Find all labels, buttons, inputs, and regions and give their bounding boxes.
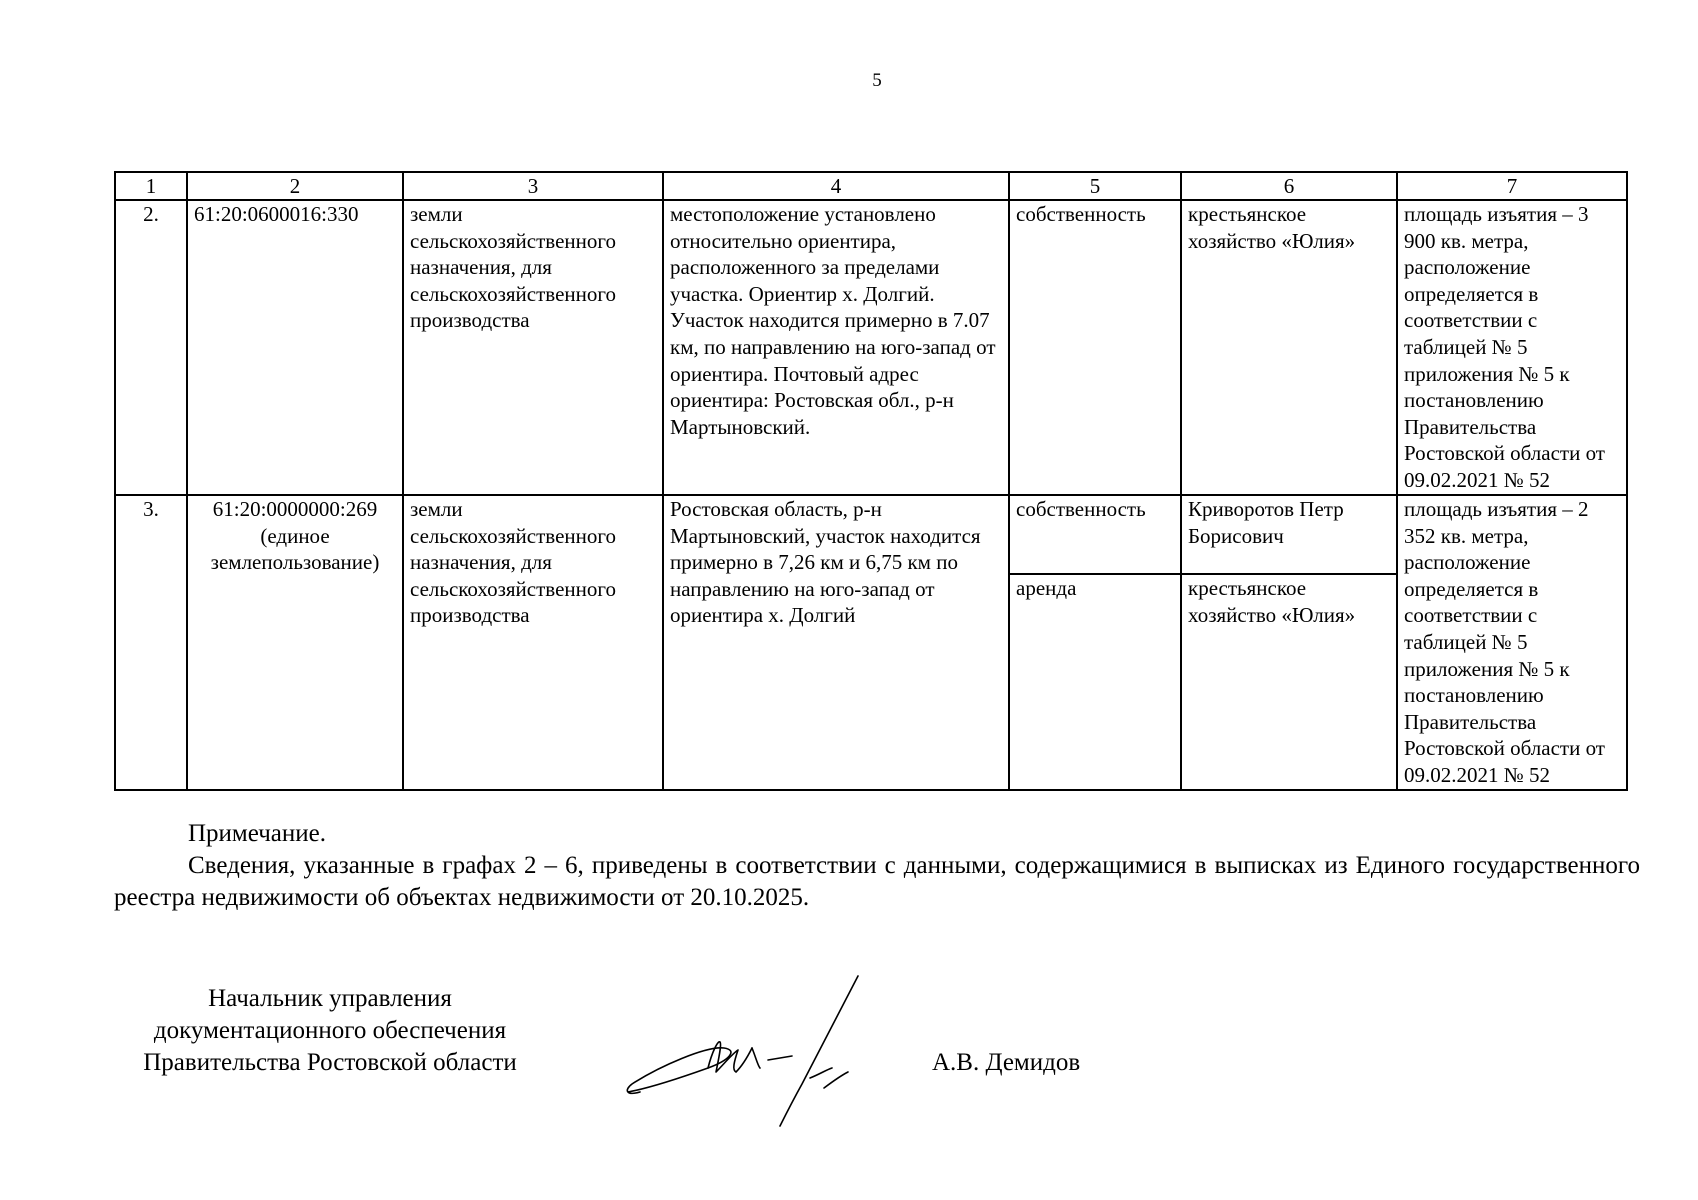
row-number: 2.: [115, 200, 187, 495]
right-type: собственность: [1009, 200, 1181, 495]
row-number: 3.: [115, 495, 187, 790]
land-category: земли сельскохозяйственного назначения, для сельскохозяйственного производства: [403, 200, 663, 495]
column-header: 2: [187, 172, 403, 200]
land-category: земли сельскохозяйственного назначения, для сельскохозяйственного производства: [403, 495, 663, 790]
column-header: 6: [1181, 172, 1397, 200]
column-header: 4: [663, 172, 1009, 200]
table-header-row: [115, 172, 1627, 200]
remark-title: Примечание.: [188, 820, 327, 847]
signer-position: Начальник управления документационного обеспечения Правительства Ростовской области: [143, 985, 517, 1076]
withdrawal-note: площадь изъятия – 3 900 кв. метра, расположение определяется в соответствии с таблицей № 5 приложения № 5 к постановлению Правительства Ростовской области от 09.02.2021 № 52: [1397, 200, 1627, 495]
land-location: Ростовская область, р-н Мартыновский, участок находится примерно в 7,26 км и 6,75 км по направлению на юго-запад от ориентира х. Долгий: [663, 495, 1009, 790]
right-holder: крестьянское хозяйство «Юлия»: [1181, 574, 1397, 789]
right-holder: крестьянское хозяйство «Юлия»: [1181, 200, 1397, 495]
column-header: 3: [403, 172, 663, 200]
column-header: 7: [1397, 172, 1627, 200]
land-location: местоположение установлено относительно ориентира, расположенного за пределами участка. Ориентир х. Долгий. Участок находится примерно в 7.07 км, по направлению на юго-запад от ориентира. Почтовый адрес ориентира: Ростовская обл., р-н Мартыновский.: [663, 200, 1009, 495]
remark-text: Сведения, указанные в графах 2 – 6, приведены в соответствии с данными, содержащимися в выписках из Единого государственного реестра недвижимости об объектах недвижимости от 20.10.2025.: [114, 852, 1640, 911]
handwritten-signature: [620, 970, 920, 1130]
right-type: собственность: [1009, 495, 1181, 574]
table-row: [115, 200, 1627, 495]
table-row: [115, 495, 1627, 574]
column-header: 1: [115, 172, 187, 200]
cadastral-number: 61:20:0000000:269: [212, 497, 378, 521]
land-plots-table: [114, 171, 1628, 791]
cadastral-cell: [187, 495, 403, 790]
cadastral-note: (единое землепользование): [210, 523, 380, 575]
right-holder: Криворотов Петр Борисович: [1181, 495, 1397, 574]
column-header: 5: [1009, 172, 1181, 200]
cadastral-number: 61:20:0600016:330: [187, 200, 403, 495]
page-number: 5: [872, 70, 882, 91]
signer-name: А.В. Демидов: [932, 1049, 1081, 1076]
right-type: аренда: [1009, 574, 1181, 789]
withdrawal-note: площадь изъятия – 2 352 кв. метра, расположение определяется в соответствии с таблицей № 5 приложения № 5 к постановлению Правительства Ростовской области от 09.02.2021 № 52: [1397, 495, 1627, 790]
